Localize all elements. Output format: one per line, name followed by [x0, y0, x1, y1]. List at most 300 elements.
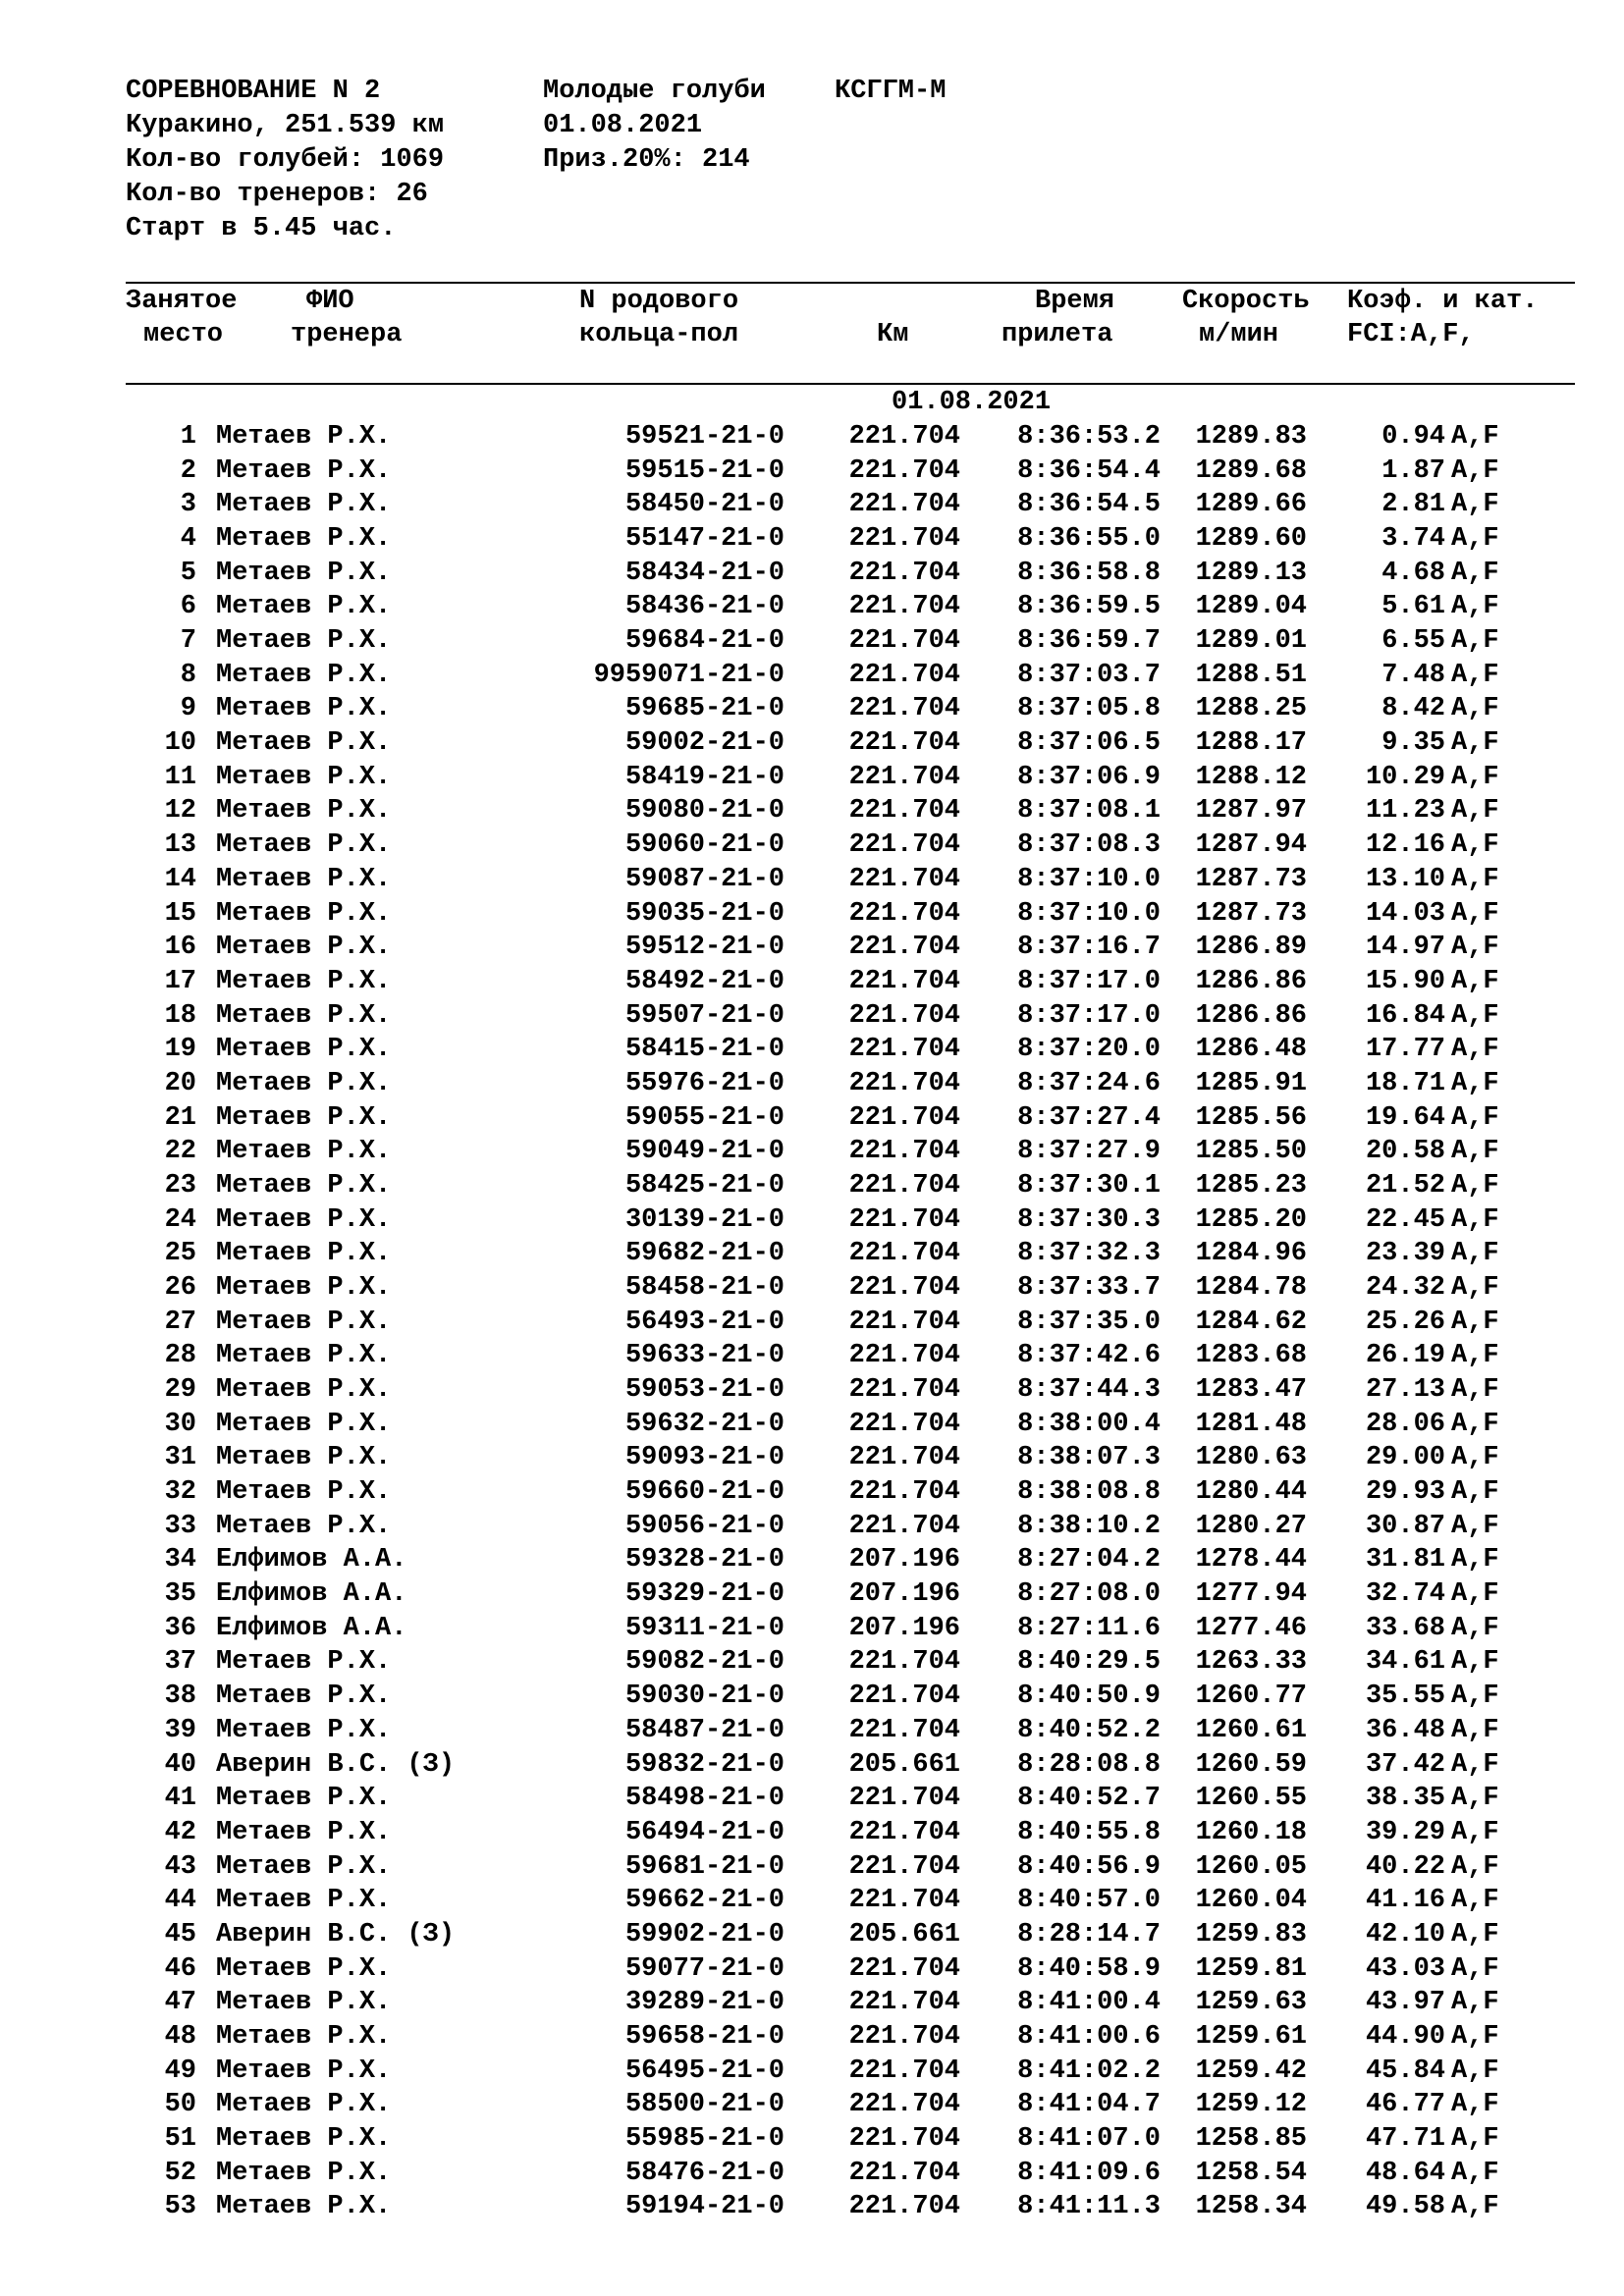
- cell-time: 8:38:08.8: [1017, 1477, 1161, 1508]
- start-time: Старт в 5.45 час.: [126, 214, 397, 243]
- cell-ring: 55985-21-0: [624, 2124, 785, 2154]
- cell-km: 221.704: [848, 2056, 960, 2086]
- cell-ring: 59194-21-0: [624, 2192, 785, 2222]
- cell-ring: 58450-21-0: [624, 490, 785, 520]
- cell-place: 41: [164, 1784, 196, 1814]
- cell-speed: 1281.48: [1195, 1409, 1307, 1439]
- cell-km: 221.704: [848, 1784, 960, 1814]
- cell-trainer: Метаев Р.Х.: [216, 1307, 392, 1337]
- table-row: [0, 522, 1624, 557]
- cell-ring: 59060-21-0: [624, 830, 785, 861]
- cell-ring: 59329-21-0: [624, 1579, 785, 1610]
- cell-trainer: Елфимов А.А.: [216, 1579, 407, 1610]
- cell-coef: 36.48: [1365, 1715, 1445, 1745]
- cell-speed: 1283.68: [1195, 1341, 1307, 1371]
- col-ring-line2: кольца-пол: [579, 320, 739, 349]
- cell-place: 36: [164, 1613, 196, 1643]
- cell-trainer: Метаев Р.Х.: [216, 1102, 392, 1133]
- cell-time: 8:37:10.0: [1017, 864, 1161, 894]
- cell-speed: 1259.42: [1195, 2056, 1307, 2086]
- cell-coef: 19.64: [1365, 1102, 1445, 1133]
- cell-speed: 1289.04: [1195, 592, 1307, 622]
- cell-time: 8:40:50.9: [1017, 1682, 1161, 1712]
- cell-place: 46: [164, 1953, 196, 1984]
- cell-speed: 1260.18: [1195, 1817, 1307, 1847]
- cell-coef: 31.81: [1365, 1545, 1445, 1575]
- col-speed-line2: м/мин: [1199, 320, 1279, 349]
- cell-time: 8:37:35.0: [1017, 1307, 1161, 1337]
- cell-speed: 1287.73: [1195, 898, 1307, 929]
- cell-ring: 59902-21-0: [624, 1919, 785, 1949]
- cell-coef: 5.61: [1381, 592, 1445, 622]
- cell-km: 221.704: [848, 626, 960, 657]
- cell-speed: 1285.23: [1195, 1170, 1307, 1201]
- cell-km: 221.704: [848, 490, 960, 520]
- cell-km: 221.704: [848, 933, 960, 963]
- cell-speed: 1286.48: [1195, 1035, 1307, 1065]
- cell-ring: 59311-21-0: [624, 1613, 785, 1643]
- cell-km: 221.704: [848, 1851, 960, 1882]
- cell-ring: 56495-21-0: [624, 2056, 785, 2086]
- cell-place: 10: [164, 728, 196, 759]
- table-row: [0, 2020, 1624, 2055]
- cell-trainer: Метаев Р.Х.: [216, 1068, 392, 1098]
- cell-category: A,F: [1451, 1988, 1499, 2018]
- cell-time: 8:37:16.7: [1017, 933, 1161, 963]
- cell-time: 8:37:42.6: [1017, 1341, 1161, 1371]
- cell-ring: 59035-21-0: [624, 898, 785, 929]
- cell-km: 221.704: [848, 1953, 960, 1984]
- cell-time: 8:41:00.4: [1017, 1988, 1161, 2018]
- table-row: [0, 1748, 1624, 1783]
- cell-time: 8:40:52.2: [1017, 1715, 1161, 1745]
- cell-trainer: Метаев Р.Х.: [216, 524, 392, 555]
- cell-time: 8:37:08.1: [1017, 796, 1161, 827]
- cell-time: 8:41:00.6: [1017, 2021, 1161, 2052]
- table-row: [0, 2088, 1624, 2122]
- cell-speed: 1284.96: [1195, 1239, 1307, 1269]
- cell-time: 8:36:54.4: [1017, 455, 1161, 486]
- cell-trainer: Метаев Р.Х.: [216, 1953, 392, 1984]
- cell-km: 221.704: [848, 864, 960, 894]
- cell-speed: 1259.81: [1195, 1953, 1307, 1984]
- cell-trainer: Аверин В.С. (З): [216, 1919, 456, 1949]
- table-row: [0, 931, 1624, 965]
- cell-speed: 1258.34: [1195, 2192, 1307, 2222]
- cell-category: A,F: [1451, 2192, 1499, 2222]
- cell-place: 1: [180, 422, 196, 452]
- cell-speed: 1288.51: [1195, 660, 1307, 690]
- cell-km: 221.704: [848, 1988, 960, 2018]
- cell-coef: 14.97: [1365, 933, 1445, 963]
- cell-time: 8:37:30.3: [1017, 1204, 1161, 1235]
- cell-coef: 22.45: [1365, 1204, 1445, 1235]
- cell-ring: 59328-21-0: [624, 1545, 785, 1575]
- cell-ring: 59507-21-0: [624, 1000, 785, 1031]
- cell-coef: 27.13: [1365, 1375, 1445, 1406]
- cell-coef: 34.61: [1365, 1647, 1445, 1678]
- cell-category: A,F: [1451, 1375, 1499, 1406]
- cell-time: 8:37:06.5: [1017, 728, 1161, 759]
- cell-coef: 32.74: [1365, 1579, 1445, 1610]
- cell-place: 27: [164, 1307, 196, 1337]
- cell-coef: 11.23: [1365, 796, 1445, 827]
- cell-speed: 1283.47: [1195, 1375, 1307, 1406]
- cell-coef: 39.29: [1365, 1817, 1445, 1847]
- club-label: КСГГМ-М: [835, 77, 947, 106]
- cell-coef: 33.68: [1365, 1613, 1445, 1643]
- cell-time: 8:41:04.7: [1017, 2090, 1161, 2120]
- competition-title: СОРЕВНОВАНИЕ N 2: [126, 77, 381, 106]
- cell-speed: 1286.89: [1195, 933, 1307, 963]
- cell-coef: 29.00: [1365, 1443, 1445, 1473]
- cell-coef: 15.90: [1365, 966, 1445, 996]
- cell-category: A,F: [1451, 1000, 1499, 1031]
- cell-time: 8:37:32.3: [1017, 1239, 1161, 1269]
- cell-coef: 35.55: [1365, 1682, 1445, 1712]
- cell-trainer: Метаев Р.Х.: [216, 1817, 392, 1847]
- cell-speed: 1287.94: [1195, 830, 1307, 861]
- cell-coef: 21.52: [1365, 1170, 1445, 1201]
- cell-speed: 1289.60: [1195, 524, 1307, 555]
- cell-coef: 30.87: [1365, 1511, 1445, 1541]
- cell-km: 221.704: [848, 1511, 960, 1541]
- cell-category: A,F: [1451, 1477, 1499, 1508]
- cell-place: 7: [180, 626, 196, 657]
- cell-category: A,F: [1451, 1035, 1499, 1065]
- cell-km: 221.704: [848, 796, 960, 827]
- cell-trainer: Метаев Р.Х.: [216, 2056, 392, 2086]
- cell-category: A,F: [1451, 1239, 1499, 1269]
- cell-coef: 38.35: [1365, 1784, 1445, 1814]
- cell-place: 15: [164, 898, 196, 929]
- cell-speed: 1260.61: [1195, 1715, 1307, 1745]
- cell-place: 16: [164, 933, 196, 963]
- col-km: Км: [877, 320, 909, 349]
- col-ring-line1: N родового: [579, 287, 739, 316]
- cell-km: 221.704: [848, 660, 960, 690]
- cell-time: 8:37:06.9: [1017, 762, 1161, 792]
- cell-place: 19: [164, 1035, 196, 1065]
- cell-speed: 1260.04: [1195, 1886, 1307, 1916]
- cell-category: A,F: [1451, 1749, 1499, 1780]
- cell-category: A,F: [1451, 1443, 1499, 1473]
- release-point: Куракино, 251.539 км: [126, 111, 445, 140]
- cell-trainer: Метаев Р.Х.: [216, 660, 392, 690]
- cell-trainer: Метаев Р.Х.: [216, 1170, 392, 1201]
- cell-km: 221.704: [848, 524, 960, 555]
- col-name-line1: ФИО: [306, 287, 354, 316]
- cell-trainer: Метаев Р.Х.: [216, 1988, 392, 2018]
- cell-category: A,F: [1451, 1579, 1499, 1610]
- cell-place: 32: [164, 1477, 196, 1508]
- cell-trainer: Метаев Р.Х.: [216, 933, 392, 963]
- cell-km: 221.704: [848, 2021, 960, 2052]
- cell-speed: 1286.86: [1195, 1000, 1307, 1031]
- cell-speed: 1289.68: [1195, 455, 1307, 486]
- cell-ring: 59682-21-0: [624, 1239, 785, 1269]
- table-row: [0, 692, 1624, 726]
- cell-time: 8:40:55.8: [1017, 1817, 1161, 1847]
- cell-place: 23: [164, 1170, 196, 1201]
- cell-speed: 1259.12: [1195, 2090, 1307, 2120]
- cell-category: A,F: [1451, 524, 1499, 555]
- cell-trainer: Метаев Р.Х.: [216, 455, 392, 486]
- cell-ring: 59030-21-0: [624, 1682, 785, 1712]
- cell-category: A,F: [1451, 1137, 1499, 1167]
- cell-km: 205.661: [848, 1749, 960, 1780]
- cell-ring: 56494-21-0: [624, 1817, 785, 1847]
- cell-trainer: Елфимов А.А.: [216, 1545, 407, 1575]
- cell-time: 8:37:08.3: [1017, 830, 1161, 861]
- table-row: [0, 1306, 1624, 1340]
- cell-category: A,F: [1451, 1647, 1499, 1678]
- cell-km: 221.704: [848, 1035, 960, 1065]
- cell-km: 221.704: [848, 1341, 960, 1371]
- col-time-line2: прилета: [1001, 320, 1113, 349]
- cell-ring: 59832-21-0: [624, 1749, 785, 1780]
- cell-coef: 16.84: [1365, 1000, 1445, 1031]
- cell-place: 45: [164, 1919, 196, 1949]
- cell-trainer: Метаев Р.Х.: [216, 1851, 392, 1882]
- cell-ring: 55976-21-0: [624, 1068, 785, 1098]
- cell-time: 8:36:59.7: [1017, 626, 1161, 657]
- cell-ring: 59055-21-0: [624, 1102, 785, 1133]
- cell-trainer: Метаев Р.Х.: [216, 1000, 392, 1031]
- table-row: [0, 794, 1624, 828]
- cell-time: 8:38:10.2: [1017, 1511, 1161, 1541]
- cell-speed: 1277.46: [1195, 1613, 1307, 1643]
- table-row: [0, 1033, 1624, 1067]
- cell-speed: 1259.83: [1195, 1919, 1307, 1949]
- cell-ring: 59684-21-0: [624, 626, 785, 657]
- table-row: [0, 659, 1624, 693]
- cell-time: 8:37:17.0: [1017, 966, 1161, 996]
- cell-ring: 30139-21-0: [624, 1204, 785, 1235]
- cell-coef: 45.84: [1365, 2056, 1445, 2086]
- cell-time: 8:40:56.9: [1017, 1851, 1161, 1882]
- cell-category: A,F: [1451, 1784, 1499, 1814]
- cell-coef: 1.87: [1381, 455, 1445, 486]
- cell-category: A,F: [1451, 455, 1499, 486]
- cell-trainer: Метаев Р.Х.: [216, 864, 392, 894]
- cell-coef: 17.77: [1365, 1035, 1445, 1065]
- cell-trainer: Метаев Р.Х.: [216, 1375, 392, 1406]
- table-row: [0, 1918, 1624, 1952]
- trainer-count: Кол-во тренеров: 26: [126, 180, 428, 209]
- cell-km: 221.704: [848, 1375, 960, 1406]
- cell-ring: 58458-21-0: [624, 1273, 785, 1303]
- cell-ring: 55147-21-0: [624, 524, 785, 555]
- cell-time: 8:41:07.0: [1017, 2124, 1161, 2154]
- cell-time: 8:36:59.5: [1017, 592, 1161, 622]
- cell-coef: 3.74: [1381, 524, 1445, 555]
- table-row: [0, 1680, 1624, 1714]
- cell-trainer: Метаев Р.Х.: [216, 830, 392, 861]
- cell-coef: 4.68: [1381, 558, 1445, 588]
- cell-trainer: Аверин В.С. (З): [216, 1749, 456, 1780]
- cell-category: A,F: [1451, 2021, 1499, 2052]
- cell-km: 221.704: [848, 1817, 960, 1847]
- cell-ring: 59002-21-0: [624, 728, 785, 759]
- cell-ring: 59662-21-0: [624, 1886, 785, 1916]
- cell-coef: 44.90: [1365, 2021, 1445, 2052]
- cell-time: 8:27:11.6: [1017, 1613, 1161, 1643]
- cell-category: A,F: [1451, 966, 1499, 996]
- cell-speed: 1287.97: [1195, 796, 1307, 827]
- cell-trainer: Метаев Р.Х.: [216, 1886, 392, 1916]
- cell-km: 207.196: [848, 1613, 960, 1643]
- cell-place: 51: [164, 2124, 196, 2154]
- cell-trainer: Метаев Р.Х.: [216, 1715, 392, 1745]
- table-row: [0, 1510, 1624, 1544]
- cell-category: A,F: [1451, 1204, 1499, 1235]
- cell-km: 221.704: [848, 694, 960, 724]
- cell-trainer: Метаев Р.Х.: [216, 422, 392, 452]
- table-row: [0, 1816, 1624, 1850]
- cell-time: 8:41:02.2: [1017, 2056, 1161, 2086]
- table-row: [0, 1884, 1624, 1918]
- cell-coef: 9.35: [1381, 728, 1445, 759]
- table-row: [0, 1441, 1624, 1475]
- cell-km: 207.196: [848, 1579, 960, 1610]
- cell-ring: 58436-21-0: [624, 592, 785, 622]
- cell-place: 29: [164, 1375, 196, 1406]
- cell-place: 37: [164, 1647, 196, 1678]
- cell-trainer: Метаев Р.Х.: [216, 1341, 392, 1371]
- cell-place: 6: [180, 592, 196, 622]
- cell-speed: 1260.59: [1195, 1749, 1307, 1780]
- cell-km: 221.704: [848, 558, 960, 588]
- cell-speed: 1289.83: [1195, 422, 1307, 452]
- cell-coef: 48.64: [1365, 2158, 1445, 2188]
- cell-km: 221.704: [848, 2124, 960, 2154]
- cell-speed: 1284.78: [1195, 1273, 1307, 1303]
- cell-time: 8:40:52.7: [1017, 1784, 1161, 1814]
- cell-coef: 49.58: [1365, 2192, 1445, 2222]
- cell-ring: 59521-21-0: [624, 422, 785, 452]
- table-row: [0, 965, 1624, 999]
- cell-speed: 1287.73: [1195, 864, 1307, 894]
- cell-place: 28: [164, 1341, 196, 1371]
- cell-trainer: Метаев Р.Х.: [216, 626, 392, 657]
- table-header-rule: [126, 383, 1575, 385]
- cell-category: A,F: [1451, 796, 1499, 827]
- cell-category: A,F: [1451, 2056, 1499, 2086]
- cell-time: 8:28:08.8: [1017, 1749, 1161, 1780]
- cell-category: A,F: [1451, 2158, 1499, 2188]
- table-row: [0, 1135, 1624, 1169]
- cell-ring: 59077-21-0: [624, 1953, 785, 1984]
- cell-trainer: Метаев Р.Х.: [216, 1409, 392, 1439]
- race-date: 01.08.2021: [543, 111, 703, 140]
- cell-place: 17: [164, 966, 196, 996]
- cell-place: 40: [164, 1749, 196, 1780]
- cell-category: A,F: [1451, 1409, 1499, 1439]
- cell-category: A,F: [1451, 422, 1499, 452]
- cell-place: 14: [164, 864, 196, 894]
- table-row: [0, 2122, 1624, 2157]
- cell-speed: 1260.77: [1195, 1682, 1307, 1712]
- cell-ring: 56493-21-0: [624, 1307, 785, 1337]
- cell-time: 8:41:11.3: [1017, 2192, 1161, 2222]
- cell-time: 8:36:55.0: [1017, 524, 1161, 555]
- cell-place: 49: [164, 2056, 196, 2086]
- cell-ring: 59660-21-0: [624, 1477, 785, 1508]
- cell-time: 8:38:00.4: [1017, 1409, 1161, 1439]
- cell-km: 221.704: [848, 592, 960, 622]
- cell-speed: 1263.33: [1195, 1647, 1307, 1678]
- cell-place: 42: [164, 1817, 196, 1847]
- cell-coef: 28.06: [1365, 1409, 1445, 1439]
- cell-trainer: Метаев Р.Х.: [216, 2158, 392, 2188]
- cell-place: 38: [164, 1682, 196, 1712]
- cell-category: A,F: [1451, 1341, 1499, 1371]
- cell-ring: 58492-21-0: [624, 966, 785, 996]
- cell-trainer: Метаев Р.Х.: [216, 762, 392, 792]
- cell-category: A,F: [1451, 933, 1499, 963]
- cell-ring: 59512-21-0: [624, 933, 785, 963]
- cell-time: 8:36:58.8: [1017, 558, 1161, 588]
- table-row: [0, 557, 1624, 591]
- cell-coef: 46.77: [1365, 2090, 1445, 2120]
- cell-speed: 1280.27: [1195, 1511, 1307, 1541]
- cell-km: 221.704: [848, 1682, 960, 1712]
- cell-speed: 1286.86: [1195, 966, 1307, 996]
- cell-time: 8:38:07.3: [1017, 1443, 1161, 1473]
- cell-category: A,F: [1451, 490, 1499, 520]
- table-row: [0, 420, 1624, 454]
- table-top-rule: [126, 282, 1575, 284]
- cell-category: A,F: [1451, 1613, 1499, 1643]
- cell-speed: 1285.56: [1195, 1102, 1307, 1133]
- cell-trainer: Метаев Р.Х.: [216, 898, 392, 929]
- cell-category: A,F: [1451, 592, 1499, 622]
- cell-ring: 58476-21-0: [624, 2158, 785, 2188]
- cell-trainer: Метаев Р.Х.: [216, 1443, 392, 1473]
- cell-category: A,F: [1451, 1715, 1499, 1745]
- pigeon-count: Кол-во голубей: 1069: [126, 145, 445, 175]
- cell-place: 21: [164, 1102, 196, 1133]
- cell-trainer: Метаев Р.Х.: [216, 1784, 392, 1814]
- table-row: [0, 1577, 1624, 1612]
- category-label: Молодые голуби: [543, 77, 766, 106]
- cell-km: 221.704: [848, 762, 960, 792]
- cell-category: A,F: [1451, 2090, 1499, 2120]
- cell-ring: 58434-21-0: [624, 558, 785, 588]
- col-place-line1: Занятое: [126, 287, 238, 316]
- cell-ring: 58487-21-0: [624, 1715, 785, 1745]
- cell-trainer: Метаев Р.Х.: [216, 1511, 392, 1541]
- cell-speed: 1288.12: [1195, 762, 1307, 792]
- cell-ring: 59685-21-0: [624, 694, 785, 724]
- table-row: [0, 590, 1624, 624]
- cell-coef: 23.39: [1365, 1239, 1445, 1269]
- cell-trainer: Метаев Р.Х.: [216, 1682, 392, 1712]
- cell-ring: 59049-21-0: [624, 1137, 785, 1167]
- table-row: [0, 1408, 1624, 1442]
- cell-km: 221.704: [848, 2192, 960, 2222]
- cell-km: 221.704: [848, 1477, 960, 1508]
- cell-category: A,F: [1451, 1170, 1499, 1201]
- table-row: [0, 2157, 1624, 2191]
- cell-coef: 25.26: [1365, 1307, 1445, 1337]
- cell-trainer: Метаев Р.Х.: [216, 1239, 392, 1269]
- cell-ring: 58415-21-0: [624, 1035, 785, 1065]
- col-speed-line1: Скорость: [1182, 287, 1310, 316]
- cell-km: 221.704: [848, 1307, 960, 1337]
- table-row: [0, 1373, 1624, 1408]
